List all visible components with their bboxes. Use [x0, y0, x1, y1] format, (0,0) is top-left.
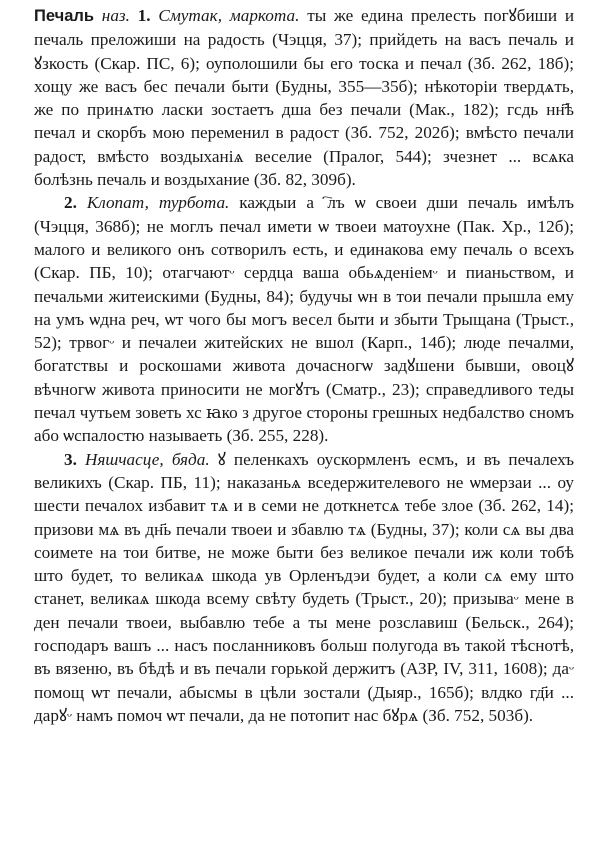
sense-1 [34, 4, 574, 191]
sense-citations: ꙋ пеленкахъ оускормленъ есмъ, и въ печалехъ великихъ (Скар. ПБ, 11); наказаньѧ вседержителевого не ѡмерзаи ... оу шести печалох избавит тѧ и в семи не доткнетсѧ тебе злое (Зб. 262, 14); призови мѧ въ дн҃ь печали твоеи и збавлю тѧ (Будны, 37); коли сѧ вы два соимете на тои битве, не може быти без великое печали иж коли тобѣ што будет, то великаѧ шкода ув Орленъдэи будет, а коли сѧ ему што станет, великаѧ шкода всему свѣту будеть (Трыст., 20); призываᵕ мене в ден печали твоеи, выбавлю тебе а ты мене розславиш (Бельск., 264); господаръ вашъ ... насъ посланниковъ больш полугода въ такой тѣснотѣ, въ вязеню, въ бѣдѣ и въ печали горькой держитъ (АЗР, IV, 311, 1608); даᵕ помощ ѡт печали, абысмы в цѣли зостали (Дыяр., 165б); влдко гд҃и ... дарꙋᵕ намъ помоч ѡт печали, да не потопит нас бꙋрѧ (Зб. 752, 503б). [34, 449, 574, 725]
sense-number: 3. [64, 449, 77, 469]
dictionary-page [34, 4, 574, 727]
sense-2 [34, 191, 574, 447]
sense-number: 1. [137, 6, 151, 25]
grammar-label: наз. [101, 6, 130, 25]
sense-citations: ты же едина прелесть погꙋбиши и печаль преложиши на радость (Чэцця, 37); прийдеть на васъ печаль и ꙋзкость (Скар. ПС, 6); оуполошили бы его тоска и печал (Зб. 262, 18б); хощу же васъ бес печали быти (Будны, 355—35б); нѣкоторіи твердѧть, же по принѧтю ласки зостаетъ дша без печали (Мак., 182); гсдь нн҃ѣ печал и скорбъ мою переменил в радост (Зб. 752, 202б); вмѣсто печали радост, вмѣсто воздыханіѧ веселие (Пралог, 544); зчезнет ... всѧка болѣзнь печаль и воздыхание (Зб. 82, 309б). [34, 6, 575, 190]
sense-gloss: Смутак, маркота. [158, 6, 300, 25]
sense-3 [34, 448, 574, 728]
sense-gloss: Няшчасце, бяда. [84, 449, 210, 469]
sense-citations: каждыи аⷢ҇лъ ѡ своеи дши печаль имѣлъ (Чэцця, 368б); не моглъ печал имети ѡ твоеи матоухне (Пак. Хр., 12б); малого и великого онъ сотворилъ есть, и единакова ему печаль о всехъ (Скар. ПБ, 10); отагчаютᵕ сердца ваша обьѧденіемᵕ и пианьством, и печальми житеискими (Будны, 84); будучы ѡн в тои печали прышла ему на умъ ѡдна реч, ѡт чого бы могъ весел быти и збыти Трыщана (Трыст., 52); трвогᵕ и печалеи житейских не вшол (Карп., 14б); люде печалми, богатствы и роскошами живота дочасногѡ задꙋшени бывши, овоцꙋ вѣчногѡ живота приносити не могꙋтъ (Сматр., 23); справедливого теды печал чутьем зоветь хс ꙗко з другое стороны грешных недбалство сномъ або ѡспалостю называеть (Зб. 255, 228). [34, 193, 574, 446]
dictionary-entry [34, 4, 574, 727]
sense-gloss: Клопат, турбота. [86, 193, 230, 213]
sense-number: 2. [64, 193, 77, 213]
headword: Печаль [34, 7, 95, 25]
